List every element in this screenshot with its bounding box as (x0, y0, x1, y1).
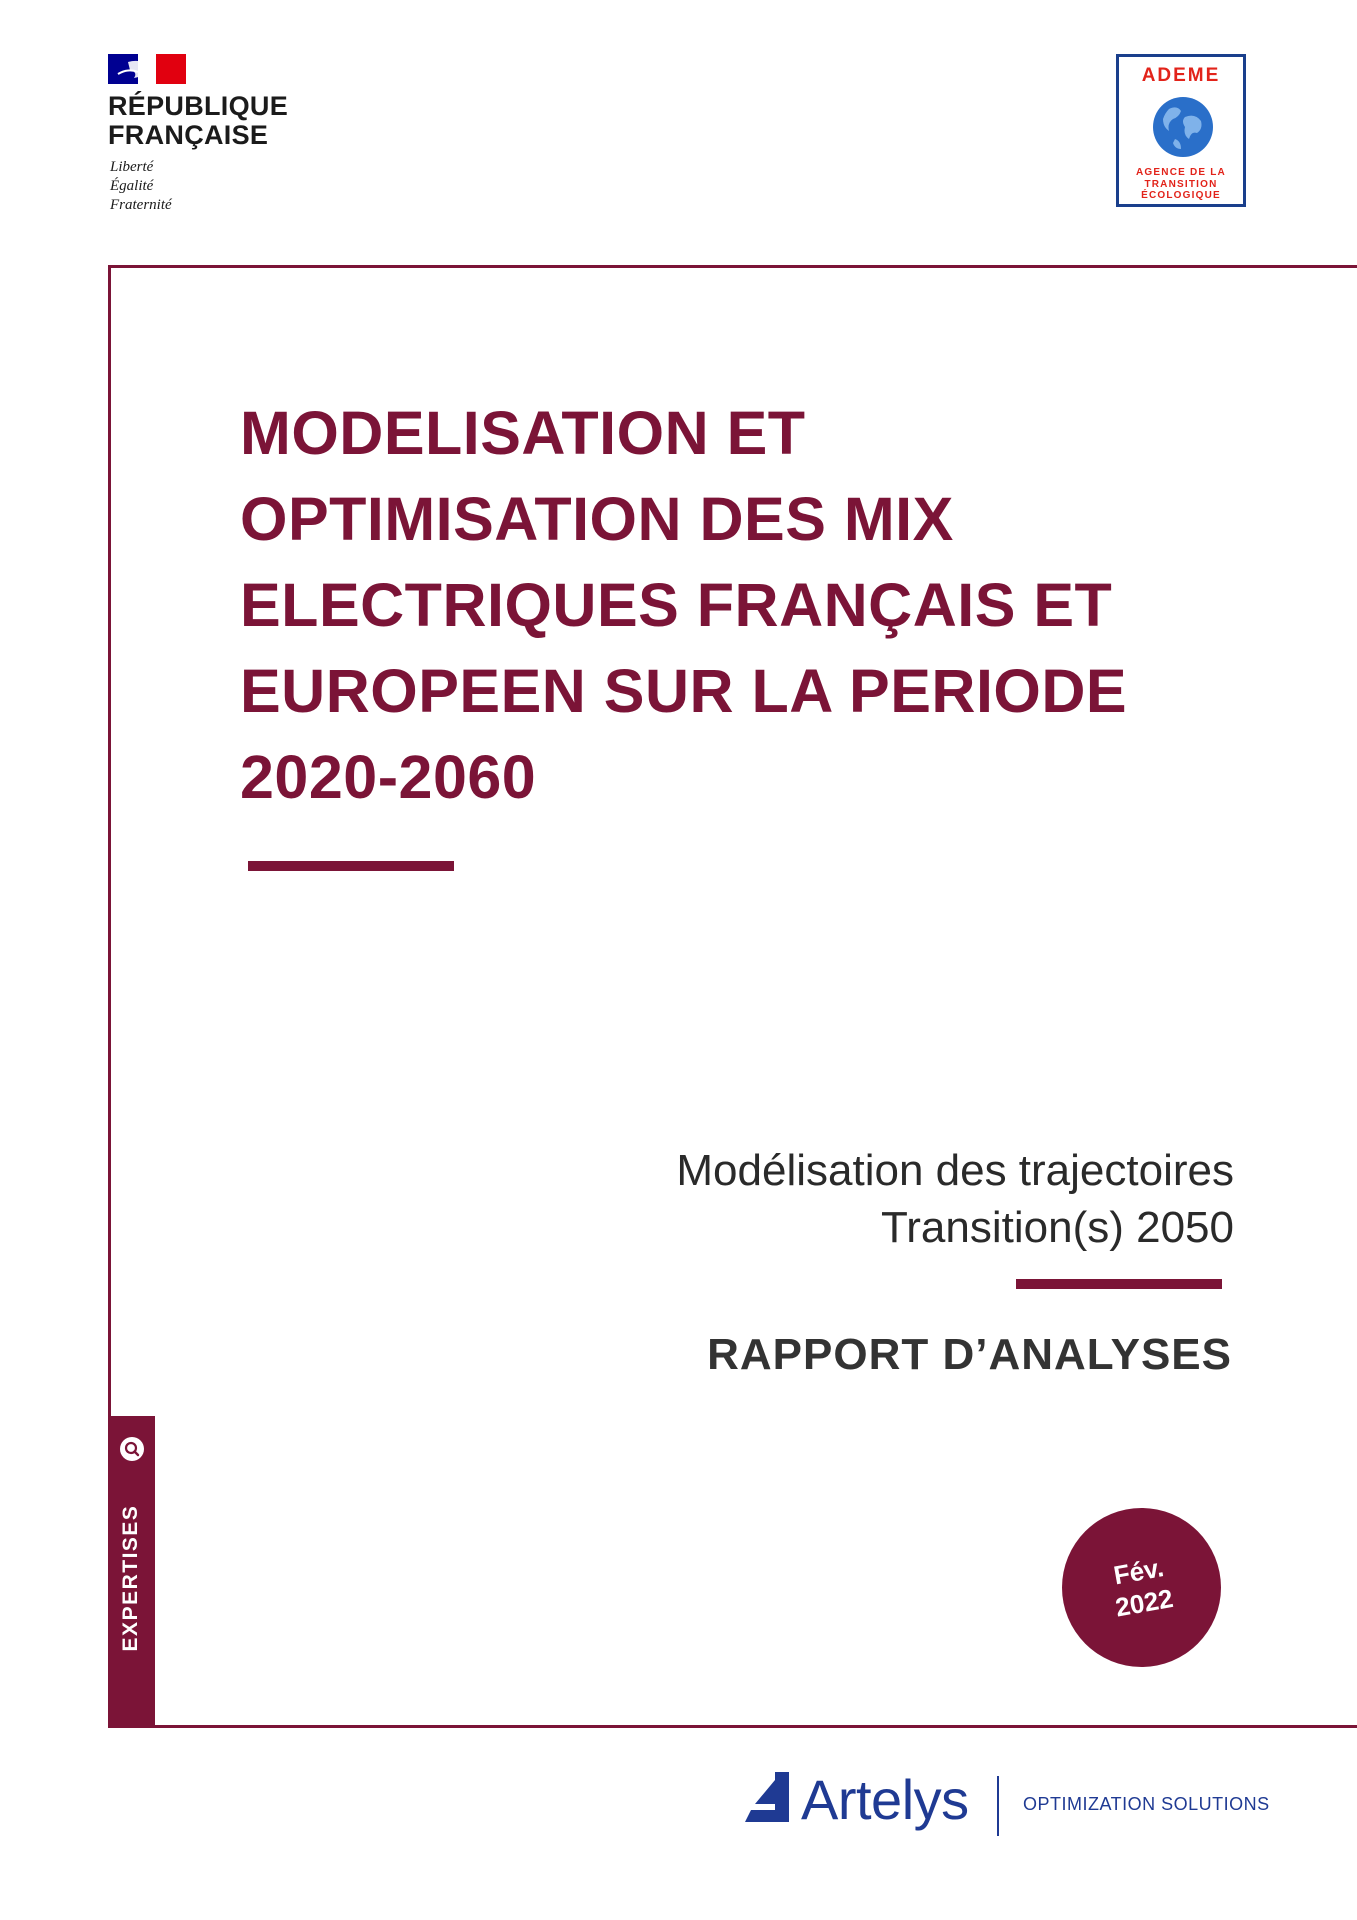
title-line: 2020-2060 (240, 743, 537, 811)
ademe-subtitle-line: ÉCOLOGIQUE (1141, 190, 1221, 201)
ademe-name: ADEME (1141, 65, 1221, 86)
republique-francaise-logo (108, 54, 338, 224)
subtitle-divider (1016, 1279, 1222, 1289)
ademe-logo (1116, 54, 1246, 207)
ademe-subtitle-line: AGENCE DE LA (1136, 167, 1226, 178)
document-title (240, 390, 1240, 820)
artelys-logo (745, 1768, 1270, 1840)
title-divider (248, 861, 454, 871)
magnifier-icon (119, 1436, 145, 1462)
artelys-divider (997, 1776, 999, 1836)
republique-title-line: RÉPUBLIQUE (108, 91, 289, 121)
report-type: RAPPORT D’ANALYSES (707, 1330, 1232, 1379)
title-line: MODELISATION ET (240, 399, 806, 467)
side-tab-label: EXPERTISES (119, 1504, 142, 1652)
motto-line: Fraternité (110, 197, 172, 213)
title-line: ELECTRIQUES FRANÇAIS ET (240, 571, 1113, 639)
republique-motto (110, 158, 172, 215)
republique-title (108, 92, 288, 150)
globe-icon (1151, 95, 1215, 159)
artelys-mark-icon (745, 1772, 789, 1822)
artelys-name: Artelys (801, 1768, 969, 1831)
document-subtitle (560, 1142, 1234, 1256)
artelys-tagline: OPTIMIZATION SOLUTIONS (1023, 1794, 1270, 1814)
motto-line: Liberté (110, 159, 154, 175)
date-badge (1062, 1508, 1221, 1667)
date-badge-month: Fév. (1111, 1552, 1166, 1591)
subtitle-line: Transition(s) 2050 (881, 1203, 1234, 1252)
ademe-subtitle-line: TRANSITION (1144, 178, 1218, 190)
title-line: EUROPEEN SUR LA PERIODE (240, 657, 1128, 725)
republique-title-line: FRANÇAISE (108, 120, 269, 150)
title-line: OPTIMISATION DES MIX (240, 485, 954, 553)
date-badge-year: 2022 (1113, 1582, 1176, 1623)
subtitle-line: Modélisation des trajectoires (676, 1146, 1234, 1195)
motto-line: Égalité (110, 178, 154, 194)
marianne-flag-icon (108, 54, 186, 84)
ademe-subtitle (1119, 167, 1243, 202)
